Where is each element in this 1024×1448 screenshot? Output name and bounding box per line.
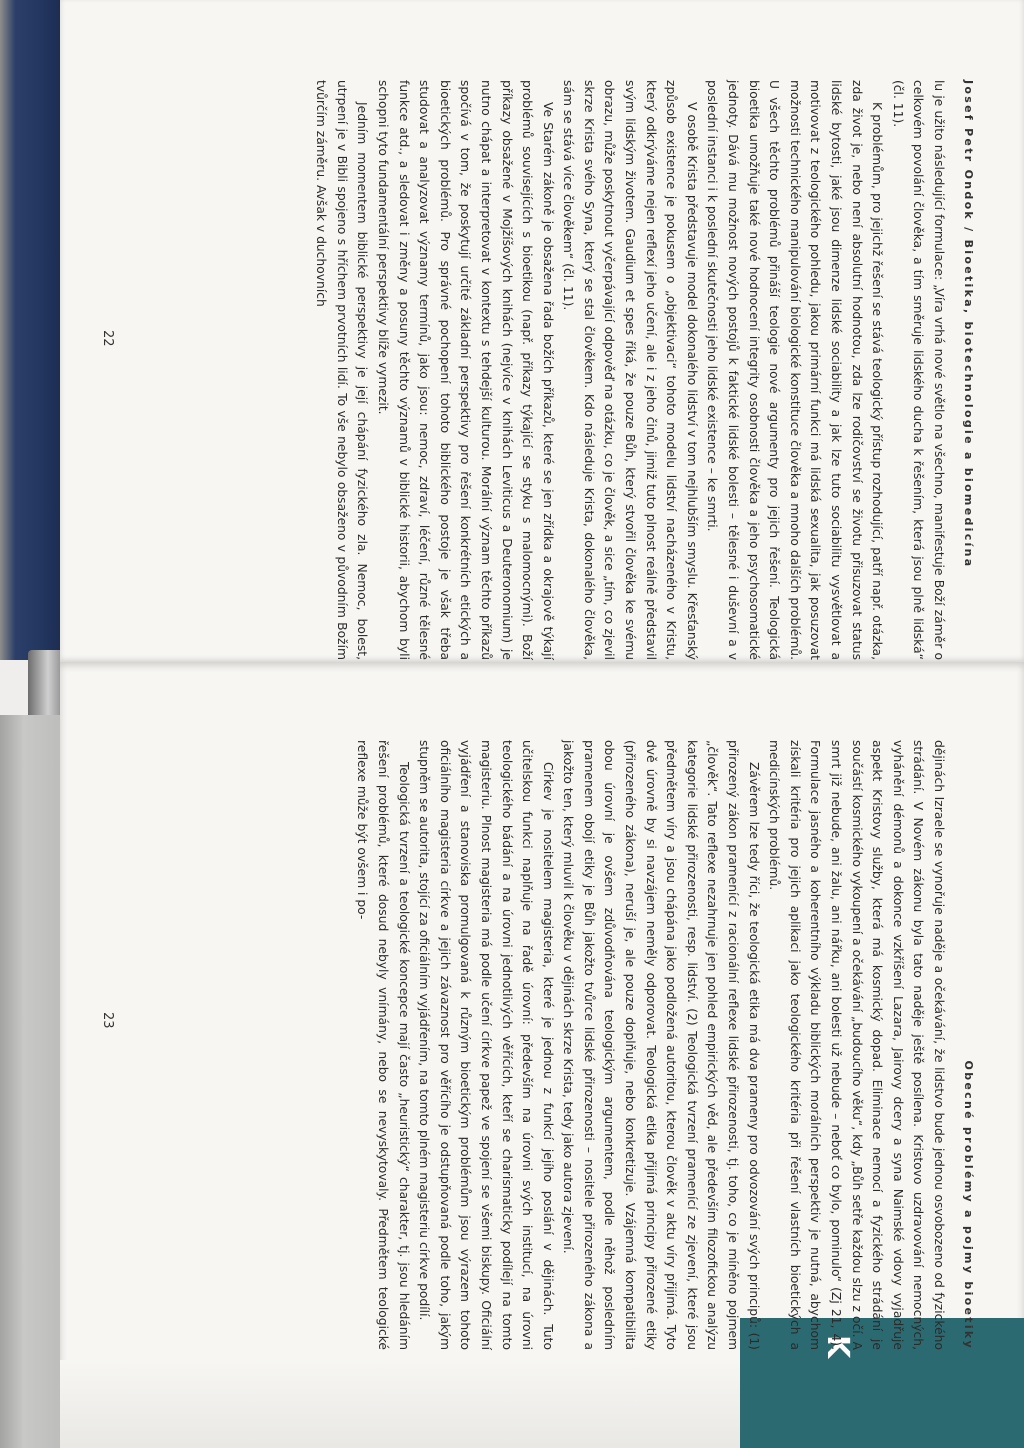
cover-corner-letter: K [820,1335,855,1359]
left-running-header: Josef Petr Ondok / Bioetika, biotechnologie a biomedicína [962,80,975,569]
left-page-text [135,80,975,660]
page-edge-shadow [60,1360,740,1448]
left-page-number: 22 [100,330,115,347]
paragraph: lu je užito následující formulace: „Víra vrhá nové světlo na všechno, manifestuje Boží záměr o celkovém povolání člověka, a tím směruje lidského ducha k řešením, která jsou plně lidská“ (čl. 11). [890,80,946,660]
paragraph: Závěrem lze tedy říci, že teologická etika má dva prameny pro odvozování svých principů: (1) přirozený zákon pramenící z racionální reflexe lidské přirozenosti, tj. toho, co je míněno pojmem „člověk“. Tato reflexe nezahrnuje jen pohled empirických věd, ale především filozofickou analýzu kategorie lidské přirozenosti, resp. lidství. (2) Teologická tvrzení pramenící ze zjevení, které jsou předmětem víry a jsou chápána jako podložená autoritou, kterou člověk v aktu víry přijímá. Tyto dvě úrovně by si navzájem neměly odporovat. Teologická etika přijímá principy přirozené etiky (přirozeného zákona), neruší je, ale pouze doplňuje, nebo konkretizuje. Vzájemná kompatibilita obou úrovní je ovšem zdůvodňována teologickým argumentem, podle něhož posledním pramenem obojí etiky je Bůh jakožto tvůrce lidské přirozenosti – nositele přirozeného zákona a jakožto ten, který mluvil k člověku v dějinách skrze Krista, tedy jako autora zjevení. [561,740,761,1350]
right-page-number: 23 [100,1012,115,1029]
paragraph: V osobě Krista představuje model dokonalého lidství v tom nejhlubším smyslu. Křesťanský způsob existence je pokusem o „objektivaci“ tohoto modelu lidství nacházeného v Kristu, který odkrýváme nejen reflexí jeho učení, ale i z jeho činů, jimiž tuto plnost reálně představil svým lidským životem. Gaudium et spes říká, že pouze Bůh, který stvořil člověka ke svému obrazu, může poskytnout vyčerpávající odpověď na otázku, co je člověk, a sice „tím, co zjevil skrze Krista svého Syna, který se stal člověkem. Kdo následuje Krista, dokonalého člověka, sám se stává více člověkem“ (čl. 11). [561,80,699,660]
paragraph: Jedním momentem biblické perspektivy je její chápání fyzického zla. Nemoc, bolest, utrpení je v Bibli spojeno s hříchem prvotních lidí. To vše nebylo obsaženo v původním Božím tvůrčím záměru. Avšak v duchovních [314,80,370,660]
paragraph: dějinách Izraele se vynořuje naděje a očekávání, že lidstvo bude jednou osvobozeno od fyzického strádání. V Novém zákonu byla tato naděje ještě posílena. Kristovo uzdravování nemocných, vyhánění démonů a dokonce vzkříšení Lazara, Jairovy dcery a syna Naimské vdovy vyjadřuje aspekt Kristovy služby, která má kosmický dopad. Eliminace nemocí a fyzického strádání je součástí kosmického vykoupení a očekávání „budoucího věku“, kdy „Bůh setře každou slzu z očí. A smrt již nebude, ani žalu, ani nářku, ani bolesti už nebude – neboť co bylo, pominulo“ (Zj 21, 4). Formulace jasného a koherentního výkladu biblických morálních perspektiv je nutná, abychom získali kritéria pro jejich aplikaci jako teologického kritéria při řešení vlastních bioetických a medicínských problémů. [767,740,946,1350]
paragraph: Církev je nositelem magisteria, které je jednou z funkcí jejího poslání v dějinách. Tuto učitelskou funkci naplňuje na řadě úrovní: především na úrovni svých institucí, na úrovni teologického bádání a na úrovni jednotlivých věřících, kteří se charismaticky podílejí na tomto magisteriu. Plnost magisteria má podle učení církve papež ve spojení se všemi biskupy. Oficiální vyjádření a stanoviska promulgovaná k různým bioetickým problémům jsou výrazem tohoto oficiálního magisteria církve a jejich závaznost pro věřícího je odstupňovaná podle toho, jakým stupněm se autorita, stojící za oficiálním vyjádřením, na tomto plném magisteriu církve podílí. [417,740,555,1350]
paragraph: Teologická tvrzení a teologické koncepce mají často „heuristický“ charakter, tj. jsou hledáním řešení problémů, které dosud nebyly vnímány, nebo se nevyskytovaly. Předmětem teologické reflexe může být ovšem i po- [355,740,411,1350]
paragraph: K problémům, pro jejichž řešení se stává teologický přístup rozhodující, patří např. otázka, zda život je, nebo není absolutní hodnotou, zda lze rodičovství se životu přisuzovat status lidské bytosti, jaké jsou dimenze lidské sociability a jak lze tuto sociabilitu vysvětlovat a motivovat z teologického pohledu, jakou primární funkci má lidská sexualita, jak posuzovat možnosti technického manipulování biologické konstituce člověka a mnoho dalších problémů. U všech těchto problémů přináší teologie nové argumenty pro jejich řešení. Teologická bioetika umožňuje také nové hodnocení integrity osobnosti člověka a jeho psychosomatické jednoty. Dává mu možnost nových postojů k faktické lidské bolesti – tělesné i duševní a v poslední instanci i k poslední skutečnosti jeho lidské existence – ke smrti. [705,80,885,660]
right-running-header: Obecné problémy a pojmy bioetiky [962,1060,975,1350]
book-spine-edge [0,715,60,1448]
right-page-text [135,740,975,1350]
book-spine-cover [0,0,60,660]
paragraph: Ve Starém zákoně je obsažena řada božích příkazů, které se jen zřídka a okrajově týkají problémů souvisejících s bioetikou (např. příkazy týkající se styku s malomocnými). Boží příkazy obsažené v Mojžíšových knihách (nejvíce v knihách Leviticus a Deuteronomium) je nutno chápat a interpretovat v kontextu s tehdejší kulturou. Morální význam těchto příkazů spočívá v tom, že poskytují určité základní perspektivy pro řešení konkrétních etických a bioetických problémů. Pro správné pochopení tohoto biblického postoje je však třeba studovat a analyzovat významy termínů, jako jsou: nemoc, zdraví, léčení, různé tělesné funkce atd., a sledovat i změny a posuny těchto významů v biblické historii, abychom byli schopni tyto fundamentální perspektivy blíže vymezit. [375,80,555,660]
